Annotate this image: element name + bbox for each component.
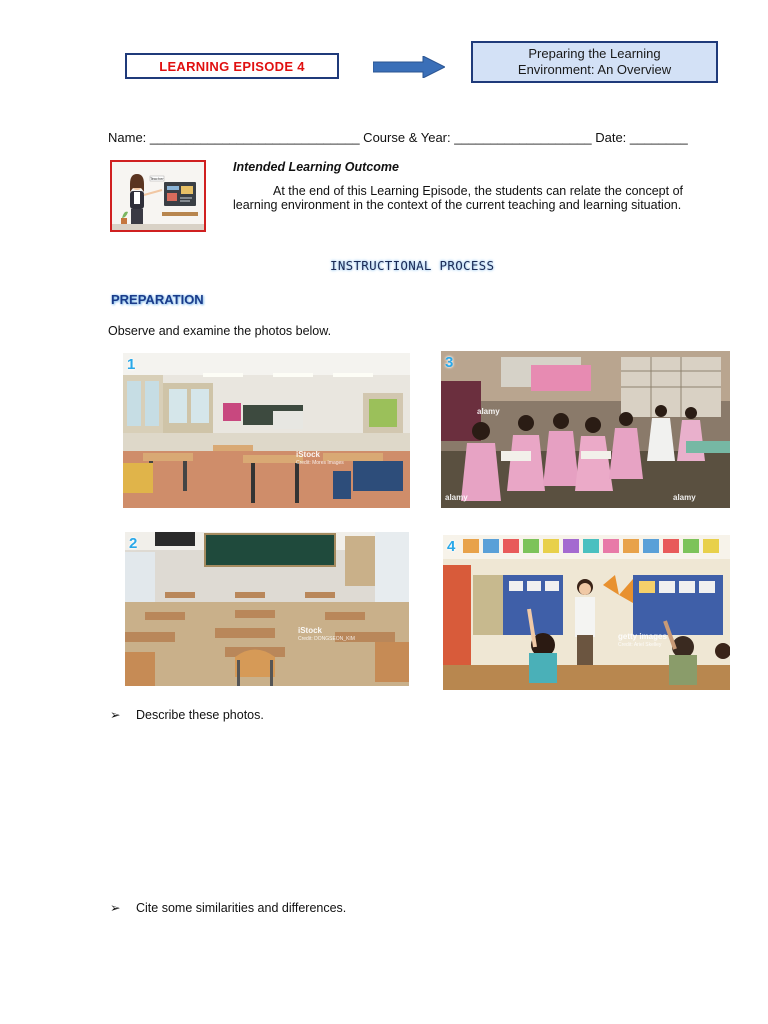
bullet-arrow-icon: ➢ bbox=[110, 901, 121, 915]
watermark: alamy bbox=[477, 407, 500, 416]
question-describe bbox=[110, 707, 264, 722]
watermark: getty images bbox=[618, 632, 667, 641]
teacher-illustration bbox=[110, 160, 206, 232]
photo-credit: Credit: DONGSEON_KIM bbox=[298, 636, 355, 642]
outcome-text bbox=[233, 185, 723, 212]
photo-number: 3 bbox=[445, 354, 454, 371]
watermark: iStock bbox=[298, 626, 323, 635]
question-text: Describe these photos. bbox=[136, 708, 264, 722]
episode-title-box bbox=[471, 41, 718, 83]
question-compare bbox=[110, 900, 346, 915]
teacher-sign: Teacher bbox=[150, 177, 164, 181]
right-arrow-icon bbox=[373, 56, 445, 78]
section-title: INSTRUCTIONAL PROCESS bbox=[330, 258, 495, 273]
preparation-heading: PREPARATION bbox=[111, 292, 204, 307]
photo-number: 4 bbox=[447, 538, 456, 555]
photo-classroom-3 bbox=[441, 351, 730, 508]
episode-title-line-2: Environment: An Overview bbox=[517, 62, 672, 77]
student-info-line: Name: _____________________________ Course & Year: ___________________ Date: ________ bbox=[108, 130, 688, 145]
photo-classroom-4 bbox=[443, 535, 730, 690]
bullet-arrow-icon: ➢ bbox=[110, 708, 121, 722]
watermark: alamy bbox=[673, 493, 696, 502]
photo-number: 1 bbox=[127, 356, 136, 373]
outcome-title: Intended Learning Outcome bbox=[233, 160, 399, 174]
photo-classroom-2 bbox=[125, 532, 409, 686]
question-text: Cite some similarities and differences. bbox=[136, 901, 347, 915]
photo-credit: Credit: Ariel Skelley bbox=[618, 642, 662, 648]
photo-number: 2 bbox=[129, 535, 138, 552]
photo-classroom-1 bbox=[123, 353, 410, 508]
learning-episode-label: LEARNING EPISODE 4 bbox=[125, 53, 339, 79]
outcome-body: At the end of this Learning Episode, the students can relate the concept of learning environment in the context of the current teaching and learning situation. bbox=[233, 184, 683, 212]
episode-title-line-1: Preparing the Learning bbox=[528, 46, 661, 61]
watermark: iStock bbox=[296, 450, 321, 459]
observe-instruction: Observe and examine the photos below. bbox=[108, 324, 332, 338]
photo-credit: Credit: Mores Images bbox=[296, 460, 344, 466]
watermark: alamy bbox=[445, 493, 468, 502]
